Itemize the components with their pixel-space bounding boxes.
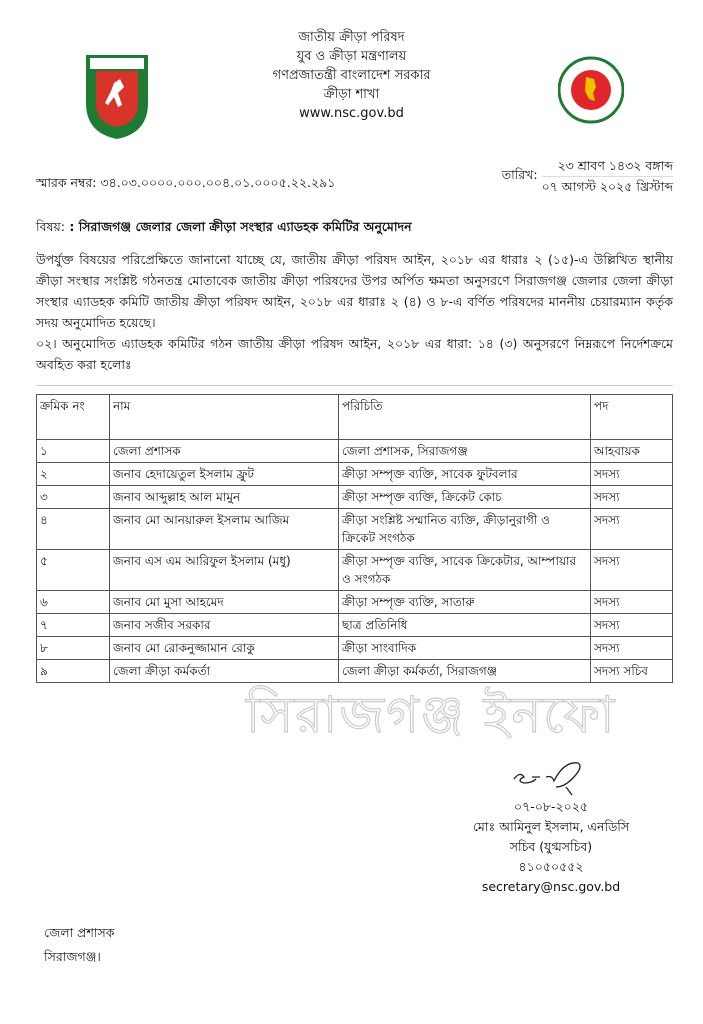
signature-image <box>506 755 596 797</box>
cell-serial: ২ <box>37 463 110 486</box>
nsc-logo <box>84 53 150 141</box>
signatory-email[interactable]: secretary@nsc.gov.bd <box>481 879 621 894</box>
cell-identity: ক্রীড়া সম্পৃক্ত ব্যক্তি, সাবেক ফুটবলার <box>339 463 591 486</box>
date-gregorian: ০৭ আগস্ট ২০২৫ খ্রিস্টাব্দ <box>542 176 673 197</box>
date-bangla: ২৩ শ্রাবণ ১৪৩২ বঙ্গাব্দ <box>557 158 673 173</box>
cell-position: সদস্য <box>591 463 673 486</box>
committee-table <box>36 394 673 683</box>
table-row <box>37 591 673 614</box>
cell-position: সদস্য <box>591 637 673 660</box>
cell-identity: ক্রীড়া সম্পৃক্ত ব্যক্তি, সাবেক ক্রিকেটার, আম্পায়ার ও সংগঠক <box>339 550 591 591</box>
cell-position: সদস্য <box>591 614 673 637</box>
signature-block <box>466 755 636 897</box>
cell-name: জনাব আব্দুল্লাহ আল মামুন <box>110 486 339 509</box>
memo-value: ৩৪.০৩.০০০০.০০০.০০৪.০১.০০০৫.২২.২৯১ <box>100 175 336 190</box>
letter-body <box>36 249 673 375</box>
recipient-location: সিরাজগঞ্জ। <box>44 949 101 964</box>
col-name: নাম <box>110 395 339 440</box>
divider <box>36 385 673 386</box>
cell-name: জনাব মো আনয়ারুল ইসলাম আজিম <box>110 509 339 550</box>
letter-content <box>0 156 703 989</box>
branch-name: ক্রীড়া শাখা <box>323 87 380 102</box>
table-row <box>37 509 673 550</box>
cell-name: জেলা প্রশাসক <box>110 440 339 463</box>
cell-identity: জেলা ক্রীড়া কর্মকর্তা, সিরাজগঞ্জ <box>339 660 591 683</box>
table-row <box>37 550 673 591</box>
table-row <box>37 660 673 683</box>
cell-serial: ৪ <box>37 509 110 550</box>
cell-position: সদস্য সচিব <box>591 660 673 683</box>
letterhead <box>190 28 513 123</box>
recipient <box>44 921 673 969</box>
signature-date: ০৭-০৮-২০২৫ <box>513 799 588 814</box>
signatory-name: মোঃ আমিনুল ইসলাম, এনডিসি <box>472 819 630 834</box>
cell-serial: ৩ <box>37 486 110 509</box>
cell-identity: ছাত্র প্রতিনিধি <box>339 614 591 637</box>
signatory-phone: ৪১০৫০৫৫২ <box>518 859 584 874</box>
memo-date-row <box>36 156 673 197</box>
government-name: গণপ্রজাতন্ত্রী বাংলাদেশ সরকার <box>272 68 431 83</box>
cell-identity: ক্রীড়া সাংবাদিক <box>339 637 591 660</box>
memo-label: স্মারক নম্বর: <box>36 175 97 190</box>
cell-position: সদস্য <box>591 509 673 550</box>
subject <box>36 217 673 237</box>
col-position: পদ <box>591 395 673 440</box>
cell-position: সদস্য <box>591 591 673 614</box>
date-label: তারিখ: <box>501 166 538 182</box>
paragraph-1: উপর্যুক্ত বিষয়ের পরিপ্রেক্ষিতে জানানো যাচ্ছে যে, জাতীয় ক্রীড়া পরিষদ আইন, ২০১৮ এর ধারাঃ ২ (১৫)-এ উল্লিখিত স্থানীয় ক্রীড়া সংস্থার সংশ্লিষ্ট গঠনতন্ত্র মোতাবেক জাতীয় ক্রীড়া পরিষদের উপর অর্পিত ক্ষমতা অনুসরণে সিরাজগঞ্জ জেলার জেলা ক্রীড়া সংস্থার এ্যাডহক কমিটি জাতীয় ক্রীড়া পরিষদ আইন, ২০১৮ এর ধারাঃ ২ (৪) ও ৮-এ বর্ণিত পরিষদের মাননীয় চেয়ারম্যান কর্তৃক সদয় অনুমোদিত হয়েছে। <box>36 252 673 330</box>
cell-serial: ৯ <box>37 660 110 683</box>
cell-name: জনাব এস এম আরিফুল ইসলাম (মধু) <box>110 550 339 591</box>
table-row <box>37 463 673 486</box>
col-serial: ক্রমিক নং <box>37 395 110 440</box>
cell-serial: ৫ <box>37 550 110 591</box>
date-block <box>502 156 673 197</box>
cell-position: আহবায়ক <box>591 440 673 463</box>
cell-name: জনাব মো মুসা আহমেদ <box>110 591 339 614</box>
paragraph-2: ০২। অনুমোদিত এ্যাডহক কমিটির গঠন জাতীয় ক্রীড়া পরিষদ আইন, ২০১৮ এর ধারা: ১৪ (৩) অনুসরণে নিম্নরূপে নির্দেশক্রমে অবহিত করা হলোঃ <box>36 336 673 372</box>
cell-identity: জেলা প্রশাসক, সিরাজগঞ্জ <box>339 440 591 463</box>
date-lines <box>542 156 673 197</box>
letterhead-area <box>0 0 703 150</box>
cell-position: সদস্য <box>591 550 673 591</box>
subject-text: : সিরাজগঞ্জ জেলার জেলা ক্রীড়া সংস্থার এ্যাডহক কমিটির অনুমোদন <box>69 219 412 234</box>
cell-name: জনাব হেদায়েতুল ইসলাম ফ্রুট <box>110 463 339 486</box>
cell-identity: ক্রীড়া সংশ্লিষ্ট সম্মানিত ব্যক্তি, ক্রীড়ানুরাগী ও ক্রিকেট সংগঠক <box>339 509 591 550</box>
government-seal <box>558 55 624 143</box>
table-row <box>37 440 673 463</box>
cell-name: জনাব মো রোকনুজ্জামান রোকু <box>110 637 339 660</box>
cell-name: জেলা ক্রীড়া কর্মকর্তা <box>110 660 339 683</box>
ministry-name: যুব ও ক্রীড়া মন্ত্রণালয় <box>296 49 407 64</box>
cell-name: জনাব সজীব সরকার <box>110 614 339 637</box>
cell-identity: ক্রীড়া সম্পৃক্ত ব্যক্তি, সাতারু <box>339 591 591 614</box>
cell-serial: ৭ <box>37 614 110 637</box>
col-identity: পরিচিতি <box>339 395 591 440</box>
table-row <box>37 486 673 509</box>
watermark: সিরাজগঞ্জ ইনফো <box>246 686 617 744</box>
website-link[interactable]: www.nsc.gov.bd <box>299 106 404 121</box>
cell-serial: ৮ <box>37 637 110 660</box>
table-header <box>37 395 673 440</box>
table-row <box>37 637 673 660</box>
signatory-title: সচিব (যুগ্মসচিব) <box>509 839 593 854</box>
memo-number <box>36 175 335 197</box>
cell-position: সদস্য <box>591 486 673 509</box>
subject-label: বিষয়: <box>36 219 66 234</box>
cell-identity: ক্রীড়া সম্পৃক্ত ব্যক্তি, ক্রিকেট কোচ <box>339 486 591 509</box>
table-row <box>37 614 673 637</box>
org-name: জাতীয় ক্রীড়া পরিষদ <box>298 30 405 45</box>
recipient-title: জেলা প্রশাসক <box>44 925 115 940</box>
cell-serial: ১ <box>37 440 110 463</box>
cell-serial: ৬ <box>37 591 110 614</box>
